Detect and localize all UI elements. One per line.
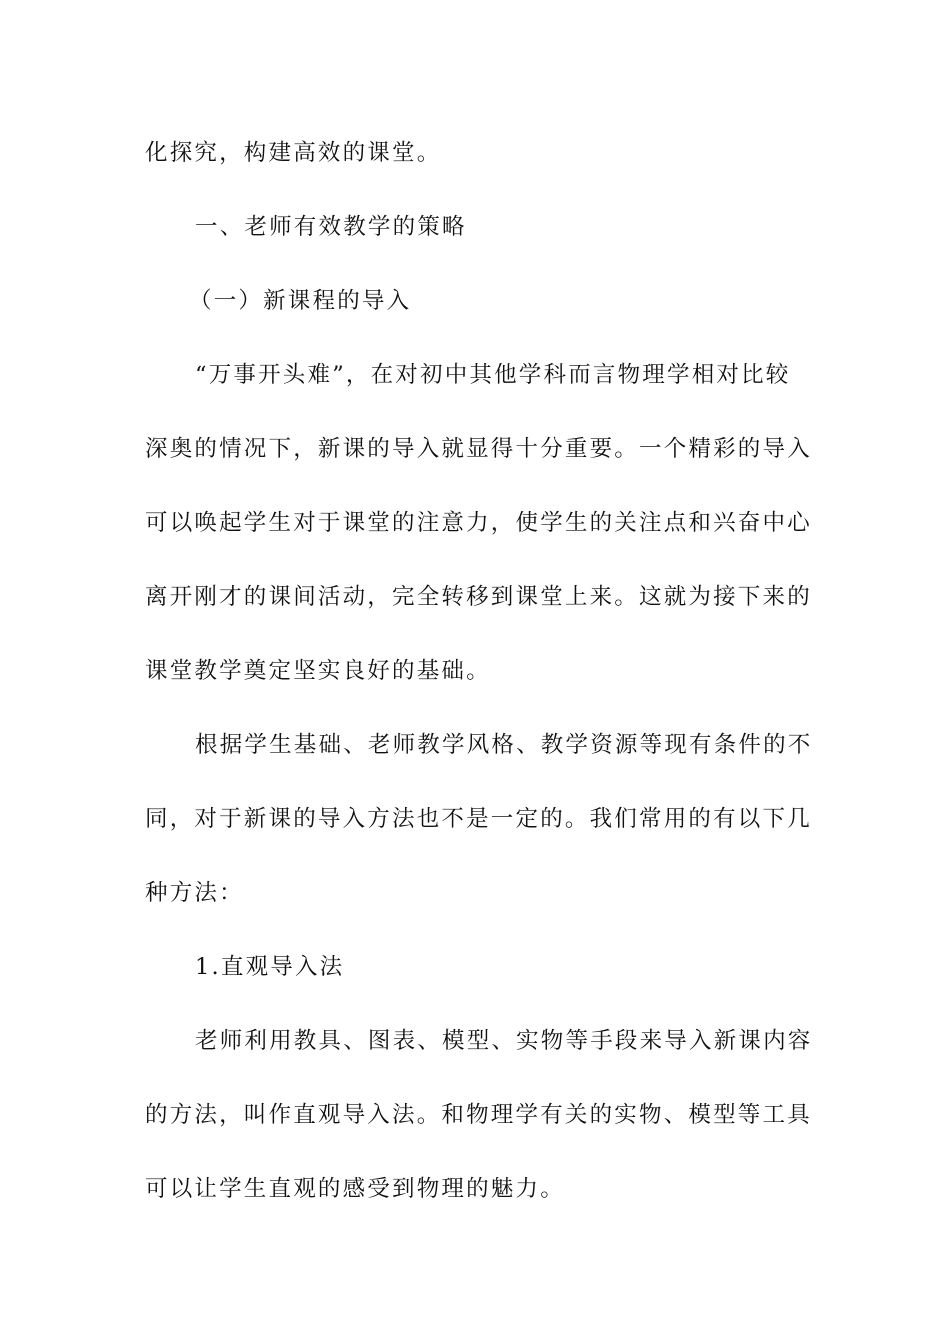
paragraph-line: “万事开头难”，在对初中其他学科而言物理学相对比较: [195, 362, 791, 388]
paragraph-line: 可以唤起学生对于课堂的注意力，使学生的关注点和兴奋中心: [145, 510, 812, 536]
paragraph-line: 种方法：: [145, 880, 244, 906]
document-body: [145, 126, 813, 1236]
paragraph-line: 老师利用教具、图表、模型、实物等手段来导入新课内容: [195, 1028, 813, 1054]
list-item-heading: 1.直观导入法: [195, 954, 345, 980]
paragraph-line: 离开刚才的课间活动，完全转移到课堂上来。这就为接下来的: [145, 584, 812, 610]
subsection-heading: （一）新课程的导入: [189, 288, 412, 314]
paragraph-line: 课堂教学奠定坚实良好的基础。: [145, 658, 491, 684]
paragraph-line: 根据学生基础、老师教学风格、教学资源等现有条件的不: [195, 732, 813, 758]
paragraph-continuation-line: 化探究，构建高效的课堂。: [145, 140, 442, 166]
paragraph-line: 的方法，叫作直观导入法。和物理学有关的实物、模型等工具: [145, 1102, 812, 1128]
paragraph-line: 深奥的情况下，新课的导入就显得十分重要。一个精彩的导入: [145, 436, 812, 462]
section-heading: 一、老师有效教学的策略: [195, 214, 467, 240]
paragraph-line: 同，对于新课的导入方法也不是一定的。我们常用的有以下几: [145, 806, 812, 832]
paragraph-line: 可以让学生直观的感受到物理的魅力。: [145, 1176, 565, 1202]
